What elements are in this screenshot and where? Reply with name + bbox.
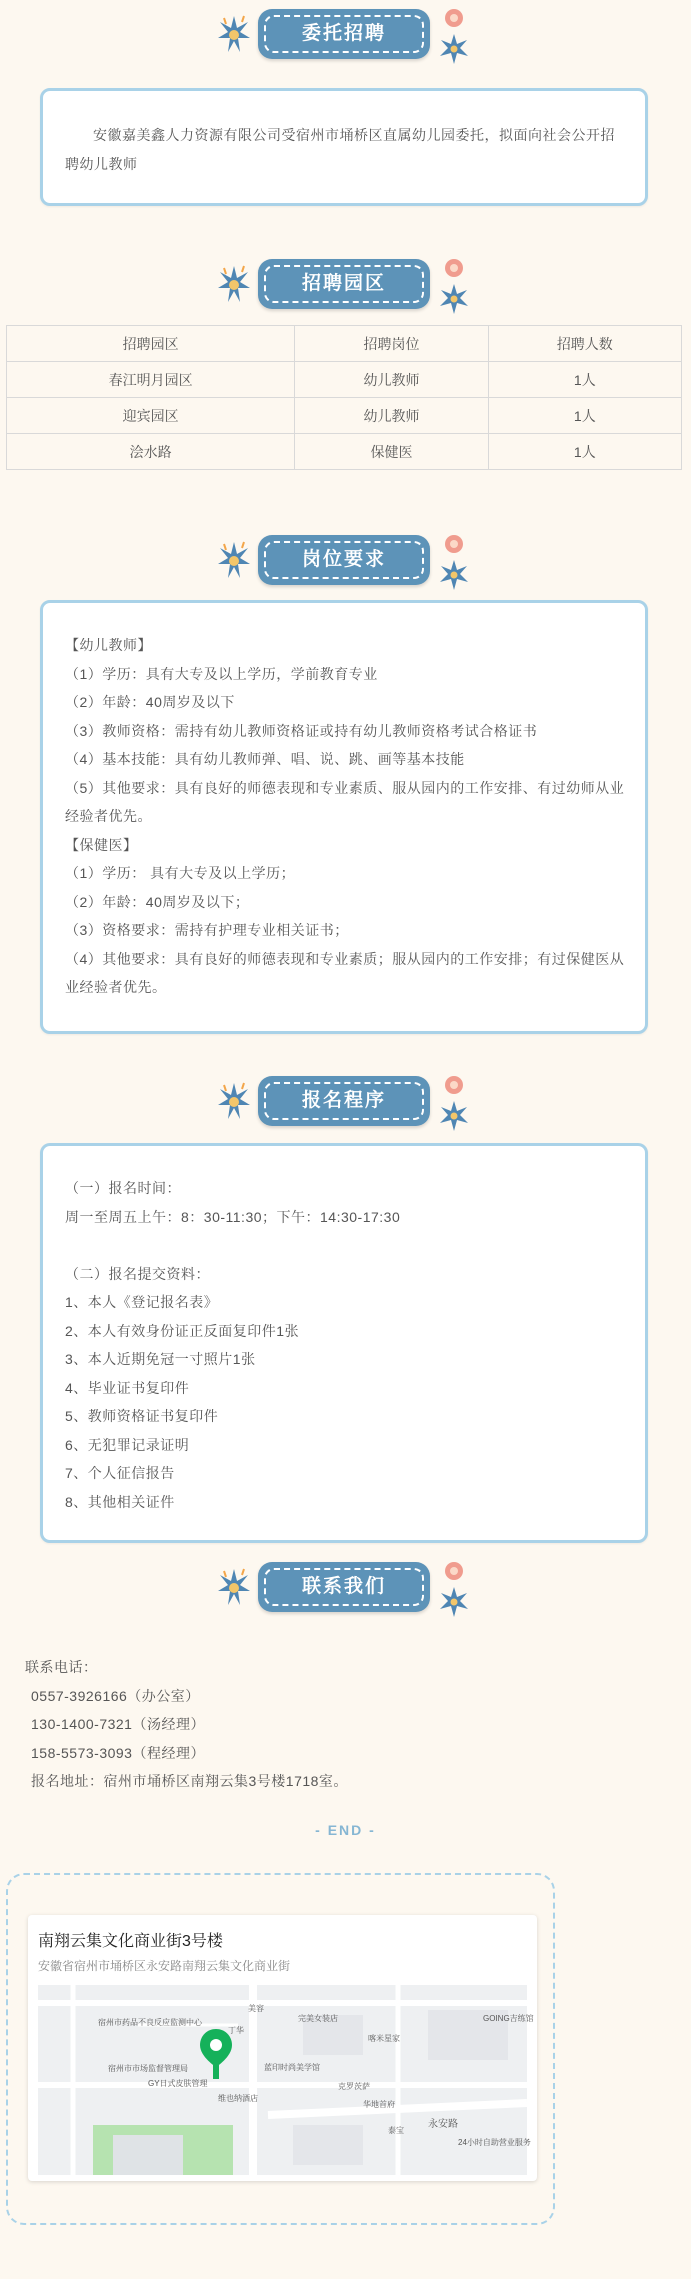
section-header-contact [0, 1553, 691, 1623]
table-cell: 1人 [488, 434, 681, 470]
map-label: 华地首府 [363, 2100, 395, 2109]
flower-right-icon [440, 254, 472, 316]
requirement-line: （1）学历：具有大专及以上学历，学前教育专业 [65, 665, 378, 682]
material-item: 1、本人《登记报名表》 [65, 1294, 219, 1310]
requirement-line: （5）其他要求：具有良好的师德表现和专业素质、服从园内的工作安排、有过幼师从业经验者优先。 [65, 779, 625, 824]
map-label: 丁华 [228, 2026, 244, 2035]
map-label: 宿州市药品不良反应监测中心 [98, 2018, 202, 2027]
requirement-line: （3）教师资格：需持有幼儿教师资格证或持有幼儿教师资格考试合格证书 [65, 722, 538, 739]
table-header-row [7, 326, 682, 362]
table-header-cell: 招聘岗位 [295, 326, 488, 362]
table-cell: 春江明月园区 [7, 362, 295, 398]
process-time-title: （一）报名时间： [65, 1180, 181, 1196]
material-item: 8、其他相关证件 [65, 1493, 175, 1510]
map-location-name: 南翔云集文化商业街3号楼 [38, 1933, 223, 1950]
section-title-badge [258, 1076, 430, 1126]
section-title-badge [258, 259, 430, 309]
end-marker: - END - [315, 1822, 376, 1838]
map-label: 蓝印时尚美学馆 [264, 2063, 320, 2072]
section-header-entrust [0, 0, 691, 70]
requirement-line: 【幼儿教师】 [65, 637, 152, 653]
table-header-cell: 招聘人数 [488, 326, 681, 362]
flower-left-icon [216, 1079, 252, 1125]
map-image[interactable] [38, 1985, 534, 2175]
section-title: 岗位要求 [264, 541, 424, 579]
material-item: 6、无犯罪记录证明 [65, 1436, 190, 1453]
section-title-badge [258, 1562, 430, 1612]
map-roads [38, 1985, 527, 2175]
contact-address: 报名地址：宿州市埇桥区南翔云集3号楼1718室。 [31, 1773, 348, 1789]
table-cell: 幼儿教师 [295, 362, 488, 398]
section-header-campus [0, 250, 691, 320]
flower-left-icon [216, 12, 252, 58]
requirement-line: （2）年龄：40周岁及以下； [65, 893, 250, 910]
section-title: 委托招聘 [264, 15, 424, 53]
section-header-process [0, 1067, 691, 1137]
requirements-card [40, 600, 648, 1034]
flower-left-icon [216, 1565, 252, 1611]
table-cell: 1人 [488, 362, 681, 398]
requirement-line: （3）资格要求：需持有护理专业相关证书； [65, 922, 349, 938]
map-label: 24小时自助营业服务 [458, 2138, 531, 2147]
map-label: GOING吉练馆 [483, 2014, 534, 2023]
contact-block [25, 1653, 348, 1796]
process-card [40, 1143, 648, 1543]
table-row [7, 362, 682, 398]
map-label: 宿州市市场监督管理局 [108, 2064, 188, 2073]
map-container [6, 1873, 555, 2225]
material-item: 4、毕业证书复印件 [65, 1379, 190, 1396]
table-cell: 幼儿教师 [295, 398, 488, 434]
map-label: GY日式皮肤管理 [148, 2079, 208, 2088]
map-card[interactable] [28, 1915, 537, 2181]
flower-left-icon [216, 538, 252, 584]
material-item: 7、个人征信报告 [65, 1465, 175, 1481]
map-label: 永安路 [428, 2119, 458, 2130]
requirement-line: （1）学历： 具有大专及以上学历； [65, 865, 296, 881]
contact-phone[interactable]: 158-5573-3093（程经理） [31, 1744, 205, 1761]
table-row [7, 398, 682, 434]
flower-right-icon [440, 4, 472, 66]
section-header-requirements [0, 526, 691, 596]
map-location-address: 安徽省宿州市埇桥区永安路南翔云集文化商业街 [38, 1959, 291, 1973]
material-item: 3、本人近期免冠一寸照片1张 [65, 1351, 256, 1367]
section-title: 联系我们 [264, 1568, 424, 1606]
table-cell: 迎宾园区 [7, 398, 295, 434]
flower-right-icon [440, 1557, 472, 1619]
intro-text: 安徽嘉美鑫人力资源有限公司受宿州市埇桥区直属幼儿园委托，拟面向社会公开招聘幼儿教师 [65, 127, 615, 172]
map-label: 泰宝 [388, 2126, 404, 2135]
flower-right-icon [440, 1071, 472, 1133]
map-label: 维也纳酒店 [218, 2094, 258, 2103]
table-cell: 浍水路 [7, 434, 295, 470]
contact-phone[interactable]: 130-1400-7321（汤经理） [31, 1716, 205, 1732]
contact-label: 联系电话： [25, 1659, 98, 1675]
flower-left-icon [216, 262, 252, 308]
map-label: 克罗茨萨 [338, 2082, 370, 2091]
requirement-line: （4）基本技能：具有幼儿教师弹、唱、说、跳、画等基本技能 [65, 751, 465, 767]
section-title: 报名程序 [264, 1082, 424, 1120]
map-label: 完美女装店 [298, 2014, 338, 2023]
contact-phone[interactable]: 0557-3926166（办公室） [31, 1687, 200, 1704]
process-time-value: 周一至周五上午：8：30-11:30；下午：14:30-17:30 [65, 1208, 401, 1225]
section-title-badge [258, 9, 430, 59]
intro-card [40, 88, 648, 206]
requirement-line: 【保健医】 [65, 836, 138, 853]
flower-right-icon [440, 530, 472, 592]
material-item: 5、教师资格证书复印件 [65, 1408, 219, 1424]
process-materials-title: （二）报名提交资料： [65, 1265, 210, 1282]
table-cell: 保健医 [295, 434, 488, 470]
map-pin-icon [198, 2027, 234, 2081]
section-title-badge [258, 535, 430, 585]
map-label: 美容 [248, 2004, 264, 2013]
material-item: 2、本人有效身份证正反面复印件1张 [65, 1322, 300, 1339]
table-row [7, 434, 682, 470]
requirement-line: （2）年龄：40周岁及以下 [65, 694, 235, 710]
requirement-line: （4）其他要求：具有良好的师德表现和专业素质；服从园内的工作安排；有过保健医从业经验者优先。 [65, 950, 625, 995]
map-label: 喀米星家 [368, 2034, 400, 2043]
table-cell: 1人 [488, 398, 681, 434]
recruitment-table [6, 325, 682, 470]
table-header-cell: 招聘园区 [7, 326, 295, 362]
section-title: 招聘园区 [264, 265, 424, 303]
